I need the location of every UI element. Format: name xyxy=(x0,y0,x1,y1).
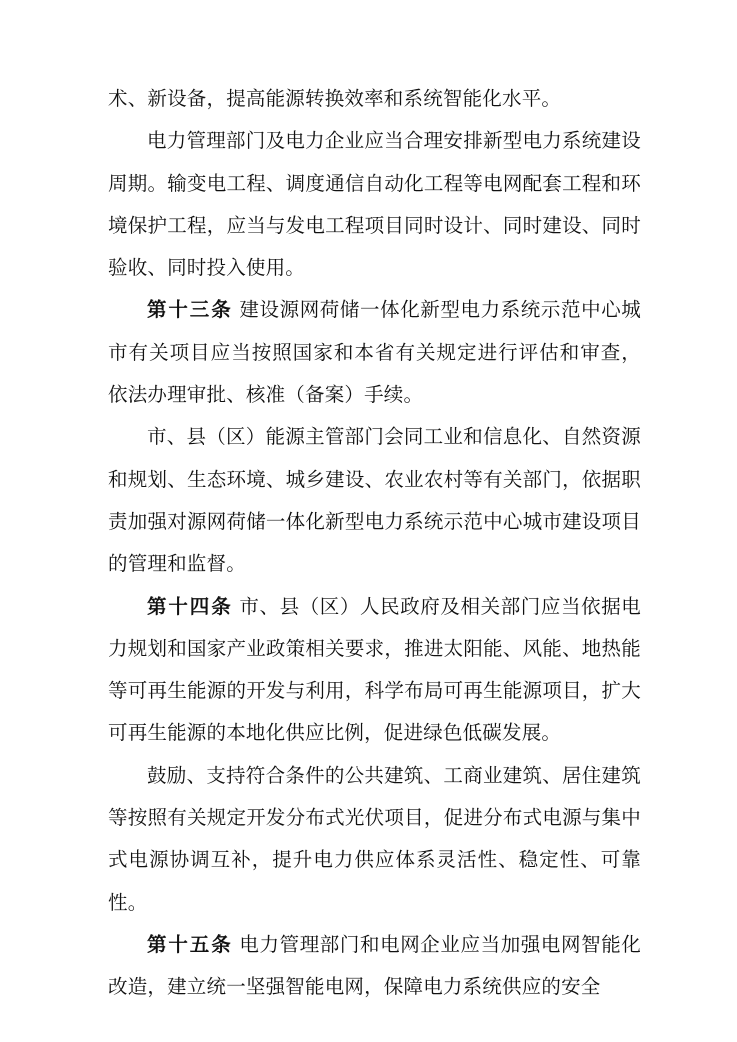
paragraph-continued xyxy=(108,78,641,120)
paragraph-article-13 xyxy=(108,289,641,416)
paragraph-text: 市、县（区）人民政府及相关部门应当依据电力规划和国家产业政策相关要求，推进太阳能、风能、地热能等可再生能源的开发与利用，科学布局可再生能源项目，扩大可再生能源的本地化供应比例，促进绿色低碳发展。 xyxy=(108,594,641,745)
paragraph-text: 电力管理部门及电力企业应当合理安排新型电力系统建设周期。输变电工程、调度通信自动化工程等电网配套工程和环境保护工程，应当与发电工程项目同时设计、同时建设、同时验收、同时投入使用。 xyxy=(108,129,641,280)
document-body xyxy=(108,78,641,1009)
article-number-13: 第十三条 xyxy=(147,298,233,322)
paragraph-text: 建设源网荷储一体化新型电力系统示范中心城市有关项目应当按照国家和本省有关规定进行评估和审查， 依法办理审批、核准（备案）手续。 xyxy=(108,298,641,407)
article-number-14: 第十四条 xyxy=(147,594,233,618)
paragraph-city-county-departments xyxy=(108,416,641,585)
paragraph-article-14 xyxy=(108,586,641,755)
paragraph-encourage-distributed-pv xyxy=(108,755,641,924)
paragraph-article-15 xyxy=(108,924,641,1009)
article-number-15: 第十五条 xyxy=(147,932,233,956)
paragraph-text: 电力管理部门和电网企业应当加强电网智能化改造，建立统一坚强智能电网，保障电力系统供应的安全 xyxy=(108,932,641,999)
paragraph-text: 市、县（区）能源主管部门会同工业和信息化、自然资源和规划、生态环境、城乡建设、农业农村等有关部门，依据职责加强对源网荷储一体化新型电力系统示范中心城市建设项目的管理和监督。 xyxy=(108,425,641,576)
paragraph-power-management xyxy=(108,120,641,289)
paragraph-text: 术、新设备，提高能源转换效率和系统智能化水平。 xyxy=(108,87,562,110)
paragraph-text: 鼓励、支持符合条件的公共建筑、工商业建筑、居住建筑等按照有关规定开发分布式光伏项目，促进分布式电源与集中式电源协调互补，提升电力供应体系灵活性、稳定性、可靠性。 xyxy=(108,763,641,914)
